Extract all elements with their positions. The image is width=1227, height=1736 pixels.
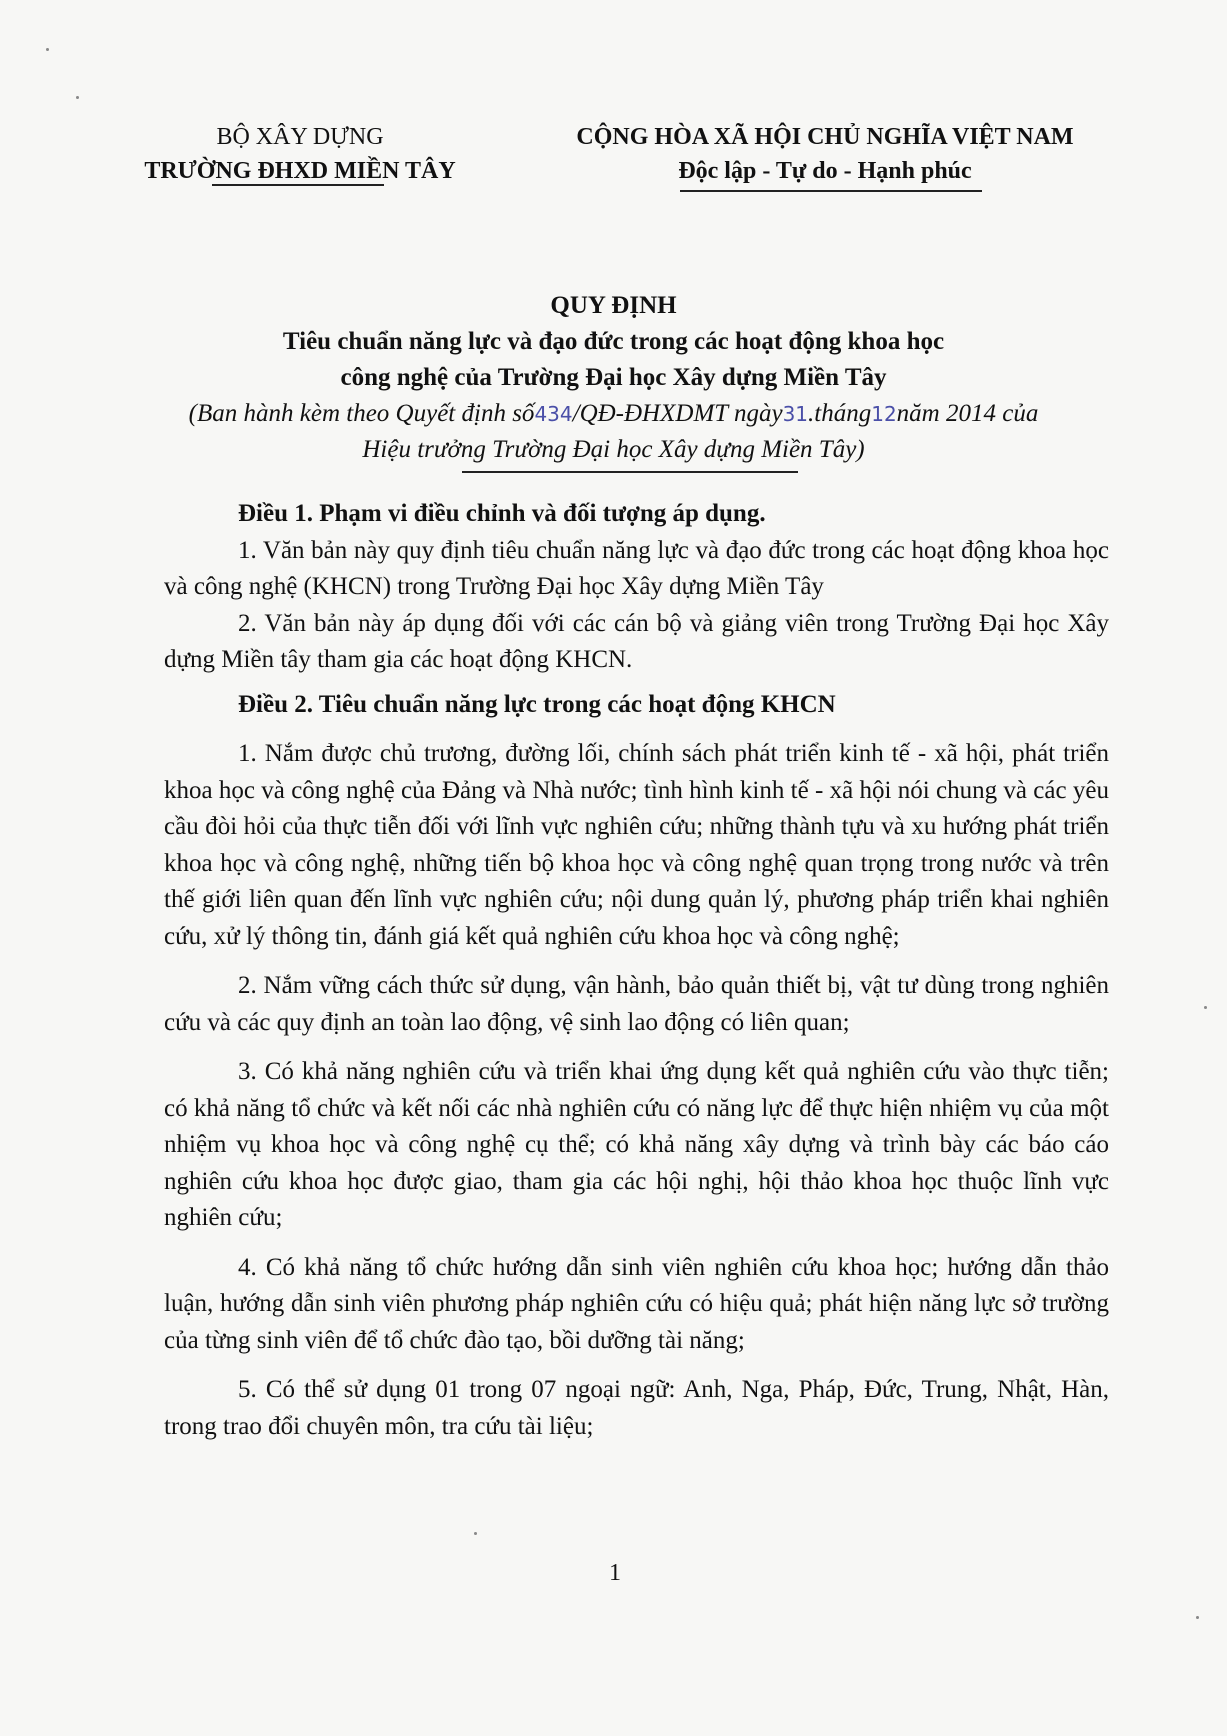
document-title-line2: công nghệ của Trường Đại học Xây dựng Miền Tây (340, 364, 887, 391)
scan-speck (474, 1532, 477, 1535)
scan-speck (46, 48, 49, 51)
header-right (545, 120, 1105, 188)
article-2-paragraph: 2. Nắm vững cách thức sử dụng, vận hành, bảo quản thiết bị, vật tư dùng trong nghiên cứu và các quy định an toàn lao động, vệ sinh lao động có liên quan; (164, 972, 1109, 1036)
document-type: QUY ĐỊNH (550, 292, 677, 319)
handwritten-day: 31 (782, 402, 809, 426)
header-right-underline (680, 190, 982, 192)
handwritten-month: 12 (871, 402, 897, 426)
header-left (120, 120, 480, 188)
title-underline (462, 471, 798, 473)
page-number: 1 (609, 1560, 621, 1586)
country-name: CỘNG HÒA XÃ HỘI CHỦ NGHĨA VIỆT NAM (576, 124, 1074, 150)
article-1-paragraph: 1. Văn bản này quy định tiêu chuẩn năng lực và đạo đức trong các hoạt động khoa học và công nghệ (KHCN) trong Trường Đại học Xây dựng Miền Tây (164, 536, 1109, 600)
article-2-paragraph: 5. Có thể sử dụng 01 trong 07 ngoại ngữ: Anh, Nga, Pháp, Đức, Trung, Nhật, Hàn, trong trao đổi chuyên môn, tra cứu tài liệu; (164, 1376, 1109, 1440)
document-body (164, 496, 1109, 1445)
scan-speck (1196, 1616, 1199, 1619)
issuance-note-part: năm 2014 của (896, 400, 1039, 427)
issuance-note-part: .tháng (808, 400, 872, 427)
article-1-paragraph: 2. Văn bản này áp dụng đối với các cán bộ và giảng viên trong Trường Đại học Xây dựng Miền tây tham gia các hoạt động KHCN. (164, 609, 1109, 673)
school-name: TRƯỜNG ĐHXD MIỀN TÂY (144, 158, 456, 184)
issuance-note-line2: Hiệu trưởng Trường Đại học Xây dựng Miền Tây) (362, 436, 865, 463)
issuance-note-part: /QĐ-ĐHXDMT ngày (572, 400, 783, 427)
article-2-paragraph: 1. Nắm được chủ trương, đường lối, chính sách phát triển kinh tế - xã hội, phát triển khoa học và công nghệ của Đảng và Nhà nước; tình hình kinh tế - xã hội nói chung và các yêu cầu đòi hỏi của thực tiễn đối với lĩnh vực nghiên cứu; những thành tựu và xu hướng phát triển khoa học và công nghệ, những tiến bộ khoa học và công nghệ quan trọng trong nước và trên thế giới liên quan đến lĩnh vực nghiên cứu; nội dung quản lý, phương pháp triển khai nghiên cứu, xử lý thông tin, đánh giá kết quả nghiên cứu khoa học và công nghệ; (164, 740, 1109, 950)
header-left-underline (212, 184, 384, 186)
document-title-line1: Tiêu chuẩn năng lực và đạo đức trong các hoạt động khoa học (282, 328, 945, 355)
handwritten-number: 434 (534, 402, 573, 426)
scan-speck (1204, 1006, 1207, 1009)
ministry-name: BỘ XÂY DỰNG (216, 124, 384, 150)
article-2-paragraph: 4. Có khả năng tổ chức hướng dẫn sinh viên nghiên cứu khoa học; hướng dẫn thảo luận, hướng dẫn sinh viên phương pháp nghiên cứu có hiệu quả; phát hiện năng lực sở trường của từng sinh viên để tổ chức đào tạo, bồi dưỡng tài năng; (164, 1253, 1109, 1354)
title-block (150, 288, 1077, 468)
article-2-paragraph: 3. Có khả năng nghiên cứu và triển khai ứng dụng kết quả nghiên cứu vào thực tiễn; có khả năng tổ chức và kết nối các nhà nghiên cứu có năng lực để thực hiện nhiệm vụ của một nhiệm vụ khoa học và công nghệ cụ thể; có khả năng xây dựng và trình bày các báo cáo nghiên cứu khoa học được giao, tham gia các hội nghị, hội thảo khoa học thuộc lĩnh vực nghiên cứu; (164, 1058, 1109, 1231)
issuance-note (150, 396, 1077, 432)
scan-speck (76, 96, 79, 99)
national-motto: Độc lập - Tự do - Hạnh phúc (678, 158, 972, 184)
article-1-heading: Điều 1. Phạm vi điều chỉnh và đối tượng áp dụng. (238, 500, 766, 527)
issuance-note-part: (Ban hành kèm theo Quyết định số (188, 400, 535, 427)
article-2-heading: Điều 2. Tiêu chuẩn năng lực trong các hoạt động KHCN (238, 690, 836, 718)
